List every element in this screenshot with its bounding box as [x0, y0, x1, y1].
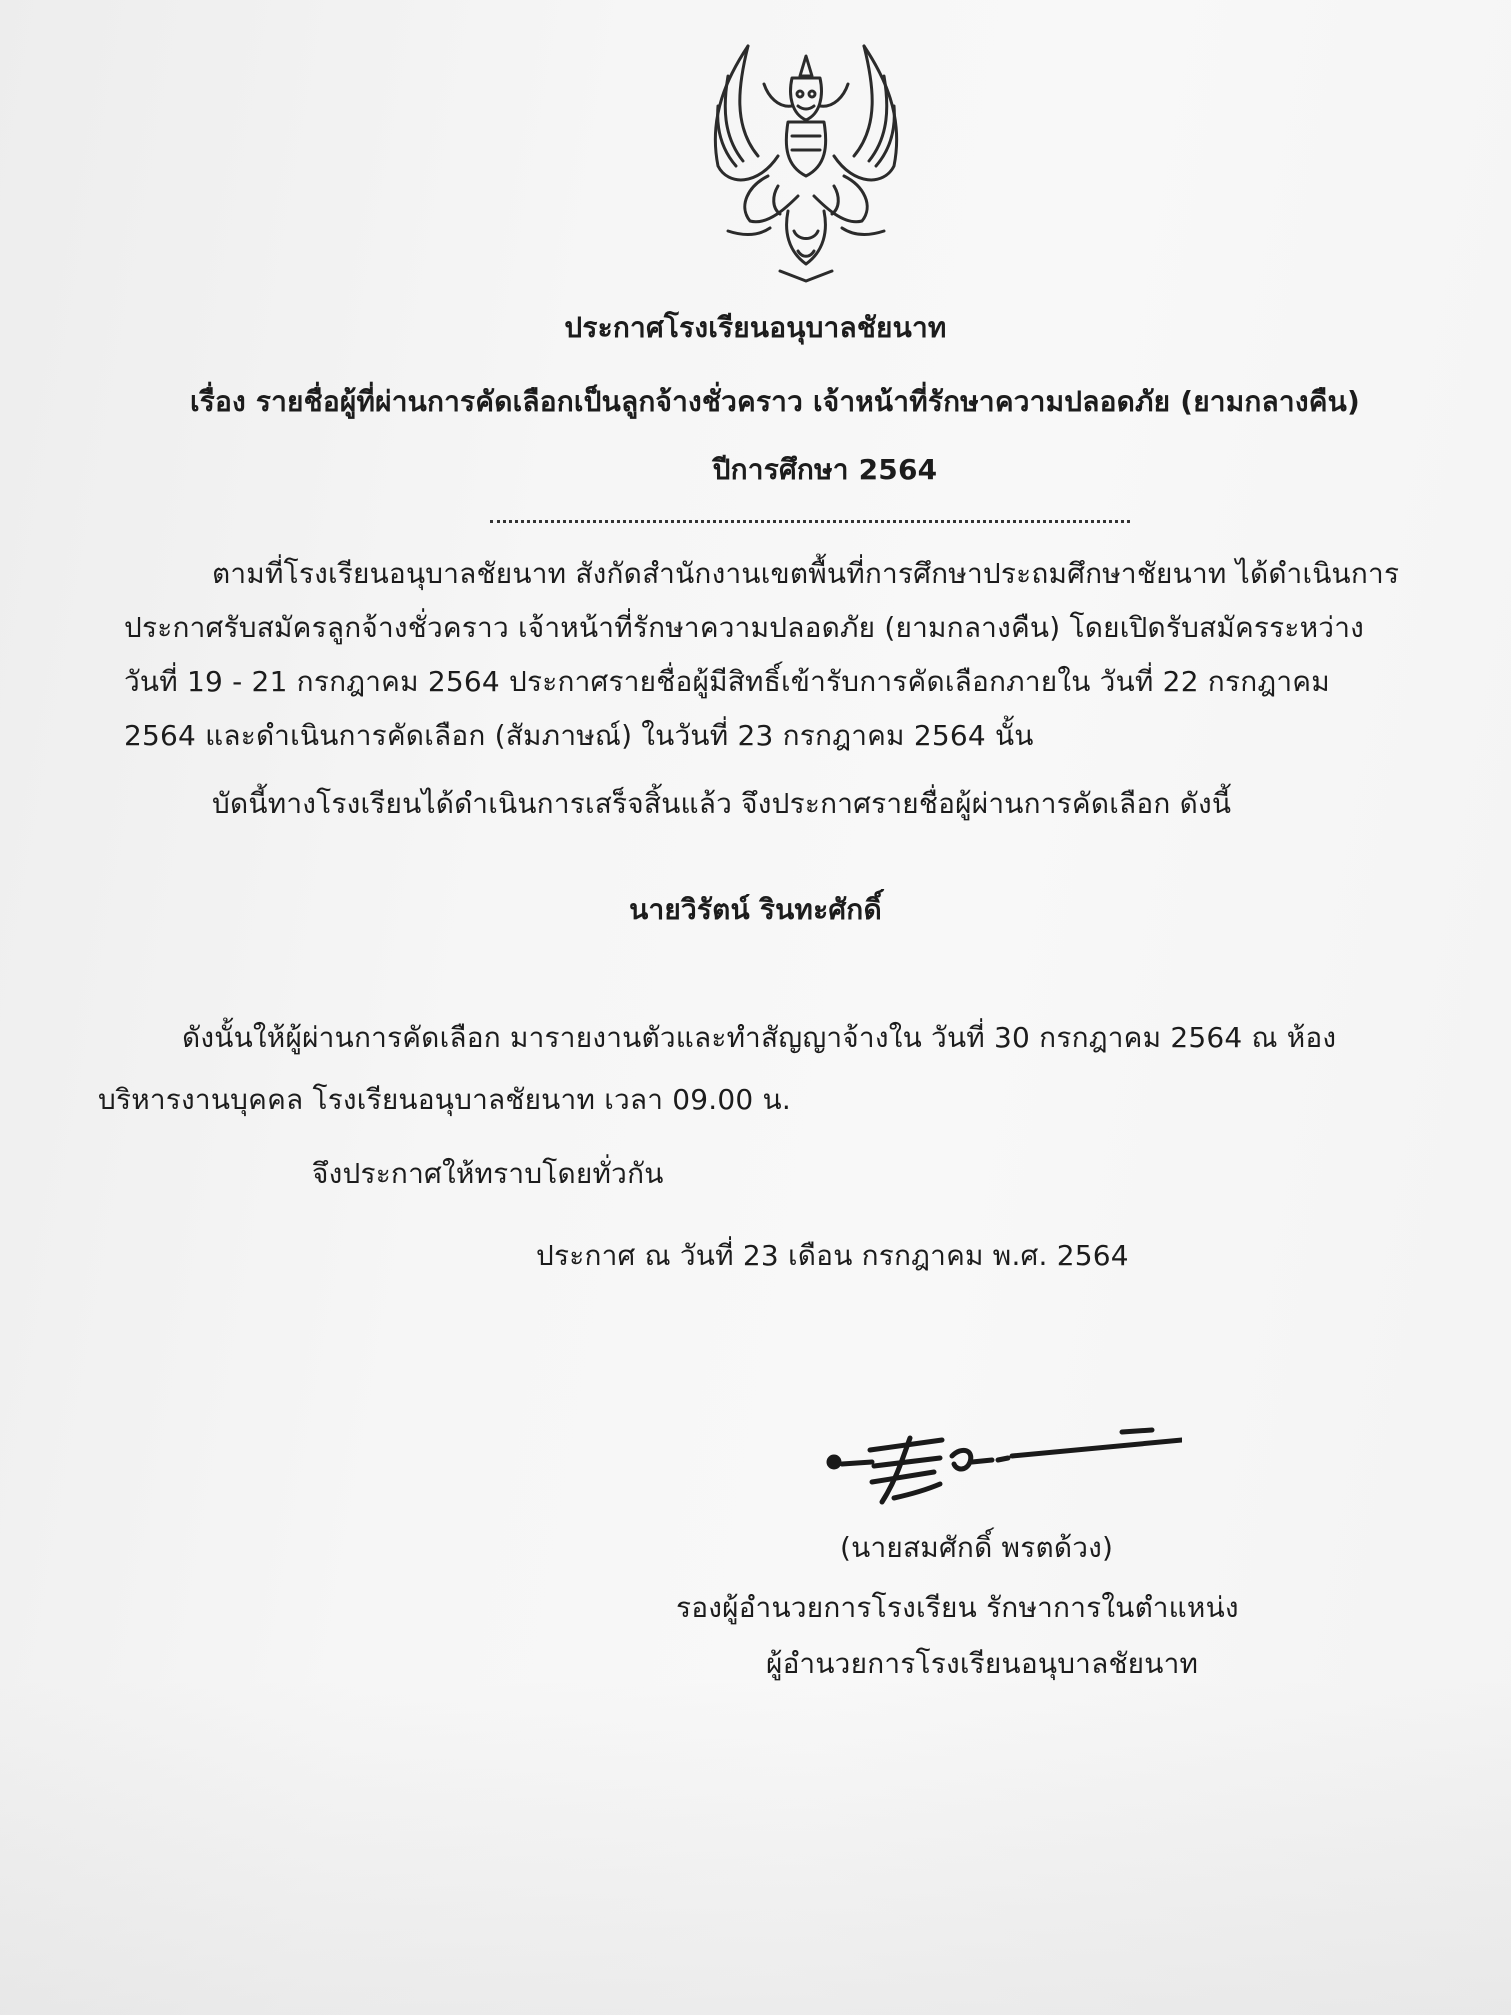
paragraph2: บัดนี้ทางโรงเรียนได้ดำเนินการเสร็จสิ้นแล้ว จึงประกาศรายชื่อผู้ผ่านการคัดเลือก ดังนี้: [212, 787, 1232, 820]
paragraph3-line2: บริหารงานบุคคล โรงเรียนอนุบาลชัยนาท เวลา 09.00 น.: [98, 1083, 791, 1116]
signature-icon: [822, 1410, 1182, 1510]
announcement-subject: เรื่อง รายชื่อผู้ที่ผ่านการคัดเลือกเป็นลูกจ้างชั่วคราว เจ้าหน้าที่รักษาความปลอดภัย (ยามกลางคืน): [190, 385, 1360, 418]
paragraph1-line4: 2564 และดำเนินการคัดเลือก (สัมภาษณ์) ในวันที่ 23 กรกฎาคม 2564 นั้น: [124, 719, 1034, 752]
signatory-position-line1: รองผู้อำนวยการโรงเรียน รักษาการในตำแหน่ง: [676, 1591, 1239, 1624]
dotted-separator: [490, 520, 1130, 523]
signatory-position-line2: ผู้อำนวยการโรงเรียนอนุบาลชัยนาท: [766, 1647, 1199, 1680]
paragraph1-line1: ตามที่โรงเรียนอนุบาลชัยนาท สังกัดสำนักงานเขตพื้นที่การศึกษาประถมศึกษาชัยนาท ได้ดำเนินการ: [212, 557, 1400, 590]
paragraph1-line3: วันที่ 19 - 21 กรกฎาคม 2564 ประกาศรายชื่อผู้มีสิทธิ์เข้ารับการคัดเลือกภายใน วันที่ 22 กรกฎาคม: [124, 665, 1330, 698]
announcement-title: ประกาศโรงเรียนอนุบาลชัยนาท: [564, 311, 947, 344]
page-shadow: [0, 1680, 1511, 2015]
paragraph1-line2: ประกาศรับสมัครลูกจ้างชั่วคราว เจ้าหน้าที่รักษาความปลอดภัย (ยามกลางคืน) โดยเปิดรับสมัครระหว่าง: [124, 611, 1365, 644]
closing-statement: จึงประกาศให้ทราบโดยทั่วกัน: [312, 1157, 664, 1190]
announcement-date: ประกาศ ณ วันที่ 23 เดือน กรกฎาคม พ.ศ. 2564: [536, 1239, 1129, 1272]
paragraph3-line1: ดังนั้นให้ผู้ผ่านการคัดเลือก มารายงานตัวและทำสัญญาจ้างใน วันที่ 30 กรกฎาคม 2564 ณ ห้อง: [182, 1021, 1337, 1054]
academic-year: ปีการศึกษา 2564: [712, 453, 938, 486]
selected-candidate-name: นายวิรัตน์ รินทะศักดิ์: [629, 893, 882, 926]
signatory-name: (นายสมศักดิ์ พรตด้วง): [840, 1531, 1114, 1564]
garuda-emblem-icon: [688, 36, 924, 286]
